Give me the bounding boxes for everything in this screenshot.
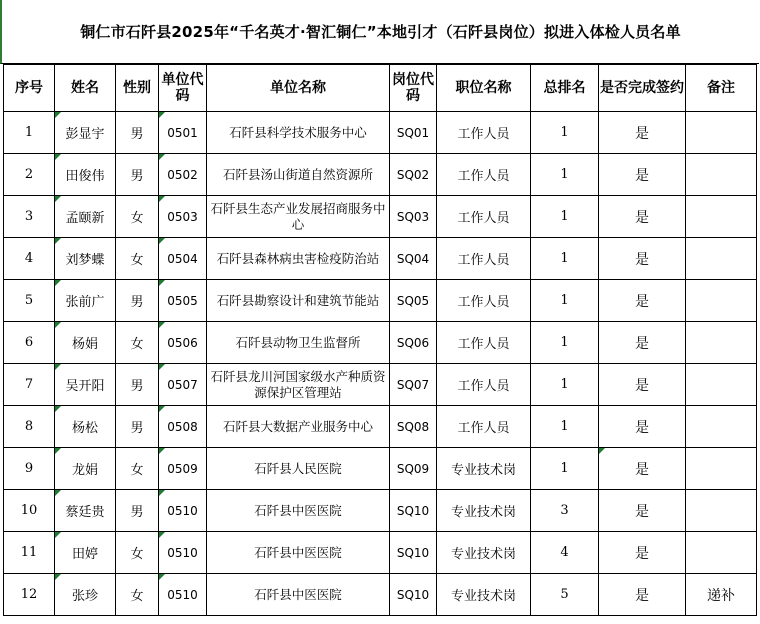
- cell-unit-code[interactable]: 0501: [159, 112, 207, 154]
- cell-rank[interactable]: 1: [531, 280, 599, 322]
- cell-marker-icon: [55, 112, 61, 118]
- cell-name[interactable]: 张前广: [55, 280, 116, 322]
- cell-unit-code[interactable]: 0510: [159, 574, 207, 616]
- cell-marker-icon: [159, 112, 165, 118]
- cell-unit-name[interactable]: 石阡县人民医院: [207, 448, 390, 490]
- cell-marker-icon: [55, 406, 61, 412]
- cell-post-name[interactable]: 工作人员: [437, 322, 531, 364]
- cell-post-name[interactable]: 工作人员: [437, 238, 531, 280]
- table-row: [4, 322, 757, 364]
- cell-rank[interactable]: 4: [531, 532, 599, 574]
- cell-post-code[interactable]: SQ05: [390, 280, 437, 322]
- cell-name[interactable]: 吴开阳: [55, 364, 116, 406]
- cell-post-code[interactable]: SQ07: [390, 364, 437, 406]
- cell-post-name[interactable]: 工作人员: [437, 280, 531, 322]
- cell-name[interactable]: 张珍: [55, 574, 116, 616]
- cell-signed[interactable]: 是: [599, 532, 686, 574]
- cell-no[interactable]: 5: [4, 280, 55, 322]
- cell-no[interactable]: 10: [4, 490, 55, 532]
- cell-marker-icon: [159, 448, 165, 454]
- table-row: [4, 280, 757, 322]
- cell-signed[interactable]: 是: [599, 364, 686, 406]
- header-row: [4, 65, 757, 112]
- table-row: [4, 196, 757, 238]
- cell-note[interactable]: [686, 448, 757, 490]
- cell-name[interactable]: 蔡廷贵: [55, 490, 116, 532]
- col-header-unit-code[interactable]: 单位代码: [159, 65, 207, 112]
- cell-post-name[interactable]: 工作人员: [437, 364, 531, 406]
- cell-unit-name[interactable]: 石阡县生态产业发展招商服务中心: [207, 196, 390, 238]
- cell-no[interactable]: 9: [4, 448, 55, 490]
- cell-no[interactable]: 1: [4, 112, 55, 154]
- cell-unit-name[interactable]: 石阡县勘察设计和建筑节能站: [207, 280, 390, 322]
- cell-signed[interactable]: 是: [599, 154, 686, 196]
- cell-unit-name[interactable]: 石阡县大数据产业服务中心: [207, 406, 390, 448]
- cell-unit-name[interactable]: 石阡县中医医院: [207, 574, 390, 616]
- cell-rank[interactable]: 1: [531, 238, 599, 280]
- cell-gender[interactable]: 男: [116, 364, 159, 406]
- cell-no[interactable]: 4: [4, 238, 55, 280]
- cell-marker-icon: [55, 364, 61, 370]
- cell-unit-code[interactable]: 0510: [159, 490, 207, 532]
- cell-post-code[interactable]: SQ10: [390, 574, 437, 616]
- cell-post-code[interactable]: SQ08: [390, 406, 437, 448]
- cell-signed[interactable]: 是: [599, 196, 686, 238]
- cell-unit-name[interactable]: 石阡县科学技术服务中心: [207, 112, 390, 154]
- cell-marker-icon: [599, 448, 605, 454]
- cell-signed[interactable]: 是: [599, 280, 686, 322]
- table-row: [4, 364, 757, 406]
- cell-marker-icon: [55, 532, 61, 538]
- cell-no[interactable]: 12: [4, 574, 55, 616]
- cell-post-code[interactable]: SQ10: [390, 532, 437, 574]
- cell-marker-icon: [55, 154, 61, 160]
- table-row: [4, 574, 757, 616]
- cell-signed[interactable]: 是: [599, 322, 686, 364]
- cell-no[interactable]: 3: [4, 196, 55, 238]
- cell-unit-name[interactable]: 石阡县汤山街道自然资源所: [207, 154, 390, 196]
- cell-unit-code[interactable]: 0509: [159, 448, 207, 490]
- cell-no[interactable]: 7: [4, 364, 55, 406]
- cell-note[interactable]: [686, 490, 757, 532]
- cell-note[interactable]: [686, 154, 757, 196]
- table-row: [4, 448, 757, 490]
- col-header-post-code[interactable]: 岗位代码: [390, 65, 437, 112]
- cell-marker-icon: [159, 322, 165, 328]
- cell-post-code[interactable]: SQ06: [390, 322, 437, 364]
- cell-gender[interactable]: 男: [116, 112, 159, 154]
- cell-marker-icon: [55, 574, 61, 580]
- cell-unit-name[interactable]: 石阡县龙川河国家级水产种质资源保护区管理站: [207, 364, 390, 406]
- candidate-table: [3, 64, 757, 616]
- col-header-no[interactable]: 序号: [4, 65, 55, 112]
- table-row: [4, 112, 757, 154]
- cell-marker-icon: [159, 574, 165, 580]
- cell-signed[interactable]: 是: [599, 238, 686, 280]
- cell-rank[interactable]: 1: [531, 196, 599, 238]
- cell-unit-name[interactable]: 石阡县中医医院: [207, 532, 390, 574]
- cell-marker-icon: [159, 196, 165, 202]
- col-header-signed[interactable]: 是否完成签约: [599, 65, 686, 112]
- cell-post-code[interactable]: SQ01: [390, 112, 437, 154]
- cell-unit-code[interactable]: 0506: [159, 322, 207, 364]
- cell-unit-code[interactable]: 0504: [159, 238, 207, 280]
- cell-unit-name[interactable]: 石阡县动物卫生监督所: [207, 322, 390, 364]
- title-bar: [0, 0, 759, 64]
- cell-post-code[interactable]: SQ04: [390, 238, 437, 280]
- cell-no[interactable]: 2: [4, 154, 55, 196]
- cell-note[interactable]: [686, 364, 757, 406]
- cell-note[interactable]: [686, 112, 757, 154]
- cell-post-name[interactable]: 专业技术岗: [437, 532, 531, 574]
- cell-marker-icon: [55, 280, 61, 286]
- cell-no[interactable]: 8: [4, 406, 55, 448]
- table-row: [4, 154, 757, 196]
- cell-rank[interactable]: 5: [531, 574, 599, 616]
- cell-rank[interactable]: 1: [531, 406, 599, 448]
- cell-marker-icon: [159, 154, 165, 160]
- cell-note[interactable]: [686, 280, 757, 322]
- cell-rank[interactable]: 1: [531, 364, 599, 406]
- cell-post-name[interactable]: 专业技术岗: [437, 448, 531, 490]
- cell-post-code[interactable]: SQ03: [390, 196, 437, 238]
- cell-gender[interactable]: 女: [116, 448, 159, 490]
- table-row: [4, 490, 757, 532]
- cell-marker-icon: [55, 448, 61, 454]
- cell-marker-icon: [55, 238, 61, 244]
- cell-note[interactable]: [686, 322, 757, 364]
- cell-marker-icon: [55, 490, 61, 496]
- cell-name[interactable]: 龙娟: [55, 448, 116, 490]
- cell-signed[interactable]: 是: [599, 406, 686, 448]
- cell-note[interactable]: [686, 238, 757, 280]
- cell-post-code[interactable]: SQ10: [390, 490, 437, 532]
- cell-name[interactable]: 孟颐新: [55, 196, 116, 238]
- col-header-post-name[interactable]: 职位名称: [437, 65, 531, 112]
- cell-name[interactable]: 杨娟: [55, 322, 116, 364]
- cell-gender[interactable]: 男: [116, 280, 159, 322]
- cell-marker-icon: [55, 196, 61, 202]
- cell-gender[interactable]: 男: [116, 406, 159, 448]
- col-header-rank[interactable]: 总排名: [531, 65, 599, 112]
- sheet-title: 铜仁市石阡县2025年“千名英才·智汇铜仁”本地引才（石阡县岗位）拟进入体检人员名单: [80, 23, 681, 41]
- cell-marker-icon: [159, 364, 165, 370]
- cell-signed[interactable]: 是: [599, 574, 686, 616]
- cell-name[interactable]: 田婷: [55, 532, 116, 574]
- cell-no[interactable]: 6: [4, 322, 55, 364]
- cell-no[interactable]: 11: [4, 532, 55, 574]
- table-row: [4, 406, 757, 448]
- cell-gender[interactable]: 男: [116, 490, 159, 532]
- cell-name[interactable]: 田俊伟: [55, 154, 116, 196]
- cell-gender[interactable]: 女: [116, 574, 159, 616]
- table-row: [4, 532, 757, 574]
- cell-unit-name[interactable]: 石阡县中医医院: [207, 490, 390, 532]
- cell-gender[interactable]: 女: [116, 322, 159, 364]
- cell-post-code[interactable]: SQ09: [390, 448, 437, 490]
- cell-gender[interactable]: 男: [116, 154, 159, 196]
- cell-rank[interactable]: 1: [531, 448, 599, 490]
- cell-unit-code[interactable]: 0510: [159, 532, 207, 574]
- cell-note[interactable]: [686, 532, 757, 574]
- cell-marker-icon: [159, 490, 165, 496]
- cell-gender[interactable]: 女: [116, 532, 159, 574]
- cell-post-name[interactable]: 专业技术岗: [437, 574, 531, 616]
- cell-marker-icon: [55, 322, 61, 328]
- cell-unit-code[interactable]: 0502: [159, 154, 207, 196]
- cell-post-name[interactable]: 专业技术岗: [437, 490, 531, 532]
- cell-post-name[interactable]: 工作人员: [437, 196, 531, 238]
- cell-post-name[interactable]: 工作人员: [437, 112, 531, 154]
- cell-marker-icon: [159, 406, 165, 412]
- cell-marker-icon: [159, 280, 165, 286]
- cell-unit-name[interactable]: 石阡县森林病虫害检疫防治站: [207, 238, 390, 280]
- cell-note[interactable]: [686, 196, 757, 238]
- cell-rank[interactable]: 3: [531, 490, 599, 532]
- table-row: [4, 238, 757, 280]
- col-header-unit-name[interactable]: 单位名称: [207, 65, 390, 112]
- cell-name[interactable]: 刘梦蝶: [55, 238, 116, 280]
- cell-post-code[interactable]: SQ02: [390, 154, 437, 196]
- cell-post-name[interactable]: 工作人员: [437, 406, 531, 448]
- cell-note[interactable]: 递补: [686, 574, 757, 616]
- cell-signed[interactable]: 是: [599, 448, 686, 490]
- cell-unit-code[interactable]: 0507: [159, 364, 207, 406]
- cell-marker-icon: [159, 238, 165, 244]
- col-header-gender[interactable]: 性别: [116, 65, 159, 112]
- cell-name[interactable]: 彭显宇: [55, 112, 116, 154]
- cell-rank[interactable]: 1: [531, 322, 599, 364]
- cell-note[interactable]: [686, 406, 757, 448]
- col-header-name[interactable]: 姓名: [55, 65, 116, 112]
- cell-unit-code[interactable]: 0505: [159, 280, 207, 322]
- cell-signed[interactable]: 是: [599, 490, 686, 532]
- cell-rank[interactable]: 1: [531, 154, 599, 196]
- cell-unit-code[interactable]: 0503: [159, 196, 207, 238]
- col-header-note[interactable]: 备注: [686, 65, 757, 112]
- cell-rank[interactable]: 1: [531, 112, 599, 154]
- cell-gender[interactable]: 女: [116, 238, 159, 280]
- cell-signed[interactable]: 是: [599, 112, 686, 154]
- cell-gender[interactable]: 女: [116, 196, 159, 238]
- cell-post-name[interactable]: 工作人员: [437, 154, 531, 196]
- cell-marker-icon: [159, 532, 165, 538]
- cell-unit-code[interactable]: 0508: [159, 406, 207, 448]
- cell-name[interactable]: 杨松: [55, 406, 116, 448]
